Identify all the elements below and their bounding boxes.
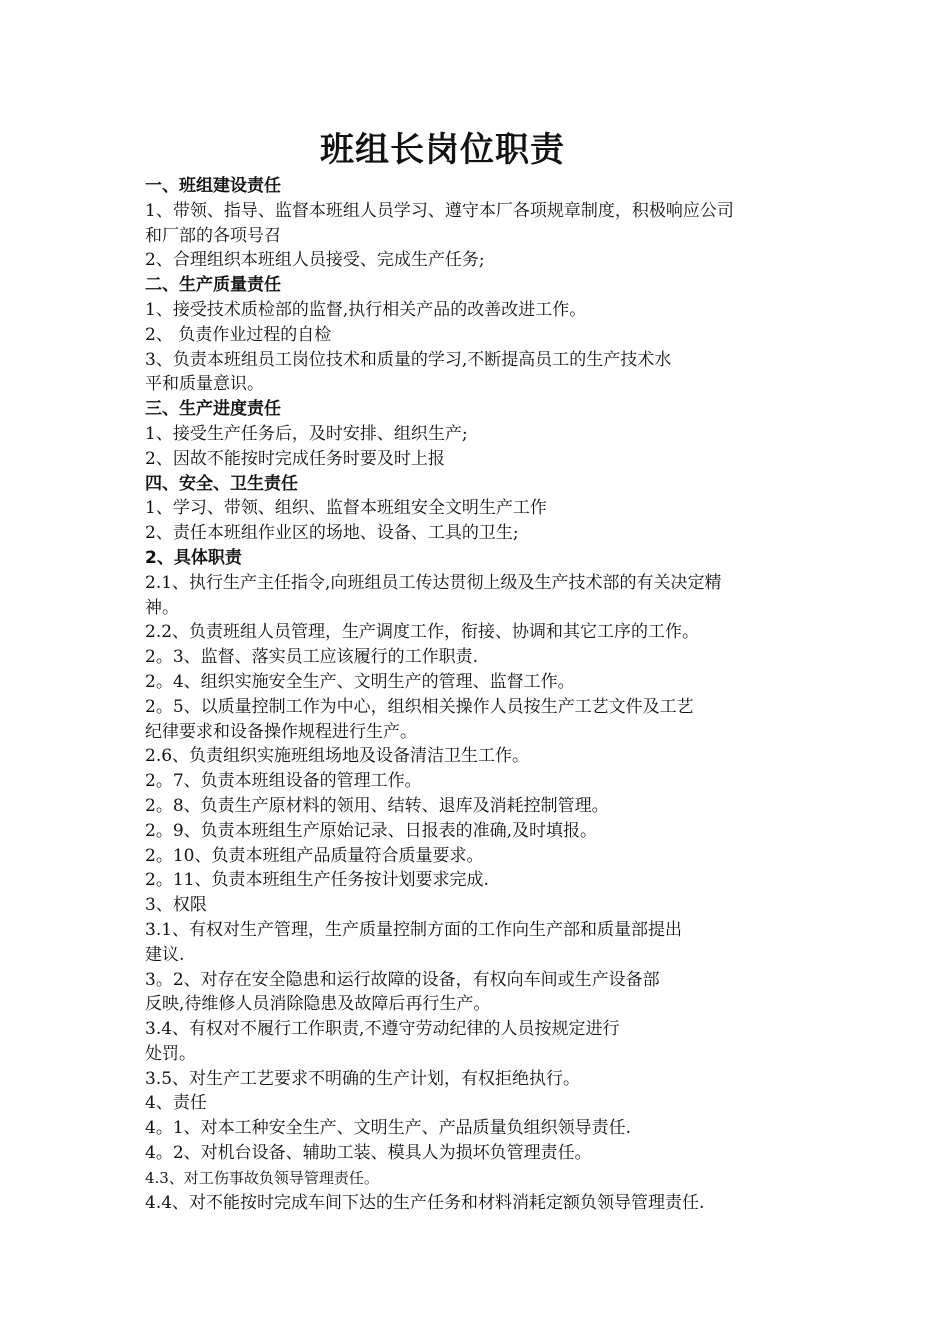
document-body: [145, 174, 820, 1215]
text-line: 2、合理组织本班组人员接受、完成生产任务;: [145, 250, 485, 271]
text-line: 1、带领、指导、监督本班组人员学习、遵守本厂各项规章制度，积极响应公司: [145, 200, 734, 221]
text-line: 2。9、负责本班组生产原始记录、日报表的准确,及时填报。: [145, 820, 598, 841]
text-line: 2。4、组织实施安全生产、文明生产的管理、监督工作。: [145, 671, 575, 692]
text-line: 2、因故不能按时完成任务时要及时上报: [145, 448, 445, 469]
text-line: 2.1、执行生产主任指令,向班组员工传达贯彻上级及生产技术部的有关决定精: [145, 572, 722, 593]
text-line: 纪律要求和设备操作规程进行生产。: [145, 721, 417, 742]
text-line: 2.2、负责班组人员管理，生产调度工作，衔接、协调和其它工序的工作。: [145, 622, 700, 643]
text-line: 3、权限: [145, 895, 207, 916]
text-line: 和厂部的各项号召: [145, 225, 281, 246]
text-line: 1、学习、带领、组织、监督本班组安全文明生产工作: [145, 498, 547, 519]
text-line: 3.4、有权对不履行工作职责,不遵守劳动纪律的人员按规定进行: [145, 1019, 620, 1040]
text-line: 平和质量意识。: [145, 374, 264, 395]
section-heading: 四、安全、卫生责任: [145, 473, 298, 494]
text-line: 4.4、对不能按时完成车间下达的生产任务和材料消耗定额负领导管理责任.: [145, 1192, 705, 1213]
text-line: 建议.: [145, 944, 185, 965]
section-heading: 二、生产质量责任: [145, 275, 281, 296]
text-line: 2。10、负责本班组产品质量符合质量要求。: [145, 845, 484, 866]
text-line: 2。8、负责生产原材料的领用、结转、退库及消耗控制管理。: [145, 795, 609, 816]
text-line: 2。7、负责本班组设备的管理工作。: [145, 771, 422, 792]
text-line: 反映,待维修人员消除隐患及故障后再行生产。: [145, 994, 491, 1015]
text-line: 1、接受技术质检部的监督,执行相关产品的改善改进工作。: [145, 299, 587, 320]
text-line: 2。11、负责本班组生产任务按计划要求完成.: [145, 870, 489, 891]
text-line: 处罚。: [145, 1043, 196, 1064]
text-line: 3、负责本班组员工岗位技术和质量的学习,不断提高员工的生产技术水: [145, 349, 672, 370]
section-heading: 三、生产进度责任: [145, 399, 281, 420]
text-line: 4。1、对本工种安全生产、文明生产、产品质量负组织领导责任.: [145, 1118, 632, 1139]
text-line: 神。: [145, 597, 179, 618]
section-heading: 一、班组建设责任: [145, 176, 281, 196]
text-line: 3。2、对存在安全隐患和运行故障的设备，有权向车间或生产设备部: [145, 969, 660, 990]
text-line: 4、责任: [145, 1093, 207, 1114]
document-title: 班组长岗位职责: [320, 130, 565, 170]
text-line: 2。5、以质量控制工作为中心，组织相关操作人员按生产工艺文件及工艺: [145, 696, 694, 717]
text-line: 3.1、有权对生产管理，生产质量控制方面的工作向生产部和质量部提出: [145, 919, 683, 940]
section-heading: 2、具体职责: [145, 547, 242, 568]
text-line: 2、责任本班组作业区的场地、设备、工具的卫生;: [145, 523, 519, 544]
text-line: 1、接受生产任务后，及时安排、组织生产;: [145, 423, 468, 444]
text-line: 2、 负责作业过程的自检: [145, 324, 332, 345]
text-line: 4。2、对机台设备、辅助工装、模具人为损坏负管理责任。: [145, 1143, 592, 1164]
text-line: 2.6、负责组织实施班组场地及设备清洁卫生工作。: [145, 746, 530, 767]
text-line: 4.3、对工伤事故负领导管理责任。: [145, 1168, 379, 1187]
text-line: 3.5、对生产工艺要求不明确的生产计划，有权拒绝执行。: [145, 1068, 581, 1089]
text-line: 2。3、监督、落实员工应该履行的工作职责.: [145, 647, 479, 668]
